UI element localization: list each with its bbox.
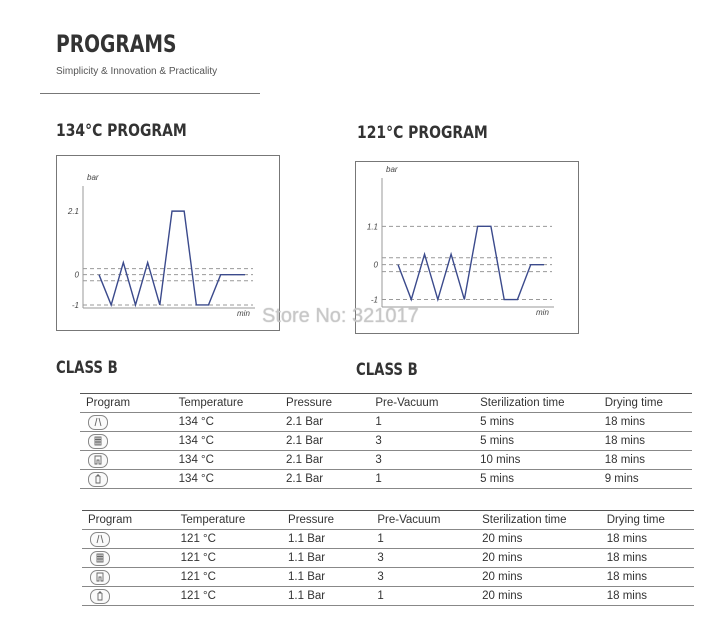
textile-pack-icon: [88, 453, 108, 468]
table-cell: 2.1 Bar: [280, 451, 369, 470]
table-cell: 2.1 Bar: [280, 432, 369, 451]
table-cell: 1.1 Bar: [282, 549, 371, 568]
program-cell: [82, 549, 175, 568]
table-cell: 1: [369, 470, 474, 489]
program-cell: [80, 470, 173, 489]
column-header: Pressure: [282, 511, 371, 530]
x-axis-label: min: [536, 308, 549, 317]
pressure-series-line: [398, 226, 544, 299]
table-cell: 2.1 Bar: [280, 413, 369, 432]
table-header-row: [82, 511, 694, 530]
table-row: [82, 530, 694, 549]
table-cell: 20 mins: [476, 568, 601, 587]
y-tick-label: 1.1: [366, 222, 378, 232]
table-cell: 18 mins: [601, 568, 694, 587]
class-title-134: CLASS B: [56, 358, 118, 378]
table-cell: 10 mins: [474, 451, 599, 470]
table-header-row: [80, 394, 692, 413]
table-cell: 134 °C: [173, 432, 280, 451]
table-cell: 121 °C: [175, 549, 282, 568]
table-row: [82, 568, 694, 587]
glassware-icon: [88, 415, 108, 430]
table-cell: 18 mins: [599, 432, 692, 451]
table-cell: 1: [371, 530, 476, 549]
table-cell: 134 °C: [173, 413, 280, 432]
spec-table-121: [82, 510, 694, 606]
program-cell: [82, 587, 175, 606]
table-cell: 3: [369, 451, 474, 470]
program-title-134: 134°C PROGRAM: [56, 121, 187, 141]
spec-table-134: [80, 393, 692, 489]
table-cell: 5 mins: [474, 413, 599, 432]
column-header: Program: [82, 511, 175, 530]
class-title-121: CLASS B: [356, 360, 418, 380]
table-cell: 121 °C: [175, 530, 282, 549]
table-cell: 3: [369, 432, 474, 451]
table-row: [80, 432, 692, 451]
program-cell: [82, 568, 175, 587]
table-cell: 18 mins: [601, 530, 694, 549]
y-axis-label: bar: [87, 173, 99, 182]
table-cell: 18 mins: [601, 587, 694, 606]
table-row: [80, 470, 692, 489]
y-tick-label: 0: [74, 270, 79, 280]
program-cell: [80, 432, 173, 451]
column-header: Sterilization time: [474, 394, 599, 413]
table-cell: 3: [371, 549, 476, 568]
table-cell: 134 °C: [173, 451, 280, 470]
page-subtitle: Simplicity & Innovation & Practicality: [56, 66, 218, 77]
column-header: Sterilization time: [476, 511, 601, 530]
x-axis-label: min: [237, 309, 250, 318]
table-cell: 20 mins: [476, 587, 601, 606]
column-header: Drying time: [599, 394, 692, 413]
table-cell: 18 mins: [601, 549, 694, 568]
jar-icon: [88, 472, 108, 487]
table-cell: 9 mins: [599, 470, 692, 489]
table-cell: 18 mins: [599, 413, 692, 432]
column-header: Pressure: [280, 394, 369, 413]
chart-134-svg: [57, 156, 279, 330]
column-header: Pre-Vacuum: [369, 394, 474, 413]
column-header: Program: [80, 394, 173, 413]
column-header: Pre-Vacuum: [371, 511, 476, 530]
y-tick-label: -1: [71, 300, 79, 310]
textile-pack-icon: [90, 570, 110, 585]
table-cell: 134 °C: [173, 470, 280, 489]
table-row: [80, 451, 692, 470]
table-cell: 121 °C: [175, 568, 282, 587]
watermark: Store No: 321017: [262, 305, 419, 327]
program-cell: [82, 530, 175, 549]
program-cell: [80, 451, 173, 470]
page-title: PROGRAMS: [56, 30, 177, 58]
table-cell: 1: [369, 413, 474, 432]
table-cell: 121 °C: [175, 587, 282, 606]
y-tick-label: 0: [373, 260, 378, 270]
pressure-series-line: [99, 211, 245, 305]
program-cell: [80, 413, 173, 432]
table-cell: 18 mins: [599, 451, 692, 470]
y-axis-label: bar: [386, 165, 398, 174]
table-cell: 1.1 Bar: [282, 587, 371, 606]
table-cell: 1: [371, 587, 476, 606]
table-row: [82, 549, 694, 568]
y-tick-label: 2.1: [67, 207, 79, 217]
program-title-121: 121°C PROGRAM: [357, 123, 488, 143]
table-cell: 3: [371, 568, 476, 587]
table-row: [82, 587, 694, 606]
table-cell: 5 mins: [474, 432, 599, 451]
table-cell: 2.1 Bar: [280, 470, 369, 489]
grid-instrument-icon: [90, 551, 110, 566]
column-header: Temperature: [173, 394, 280, 413]
column-header: Drying time: [601, 511, 694, 530]
table-cell: 20 mins: [476, 549, 601, 568]
table-cell: 5 mins: [474, 470, 599, 489]
header-divider: [40, 93, 260, 94]
jar-icon: [90, 589, 110, 604]
column-header: Temperature: [175, 511, 282, 530]
glassware-icon: [90, 532, 110, 547]
chart-134: [56, 155, 280, 331]
y-tick-label: -1: [370, 295, 378, 305]
table-row: [80, 413, 692, 432]
grid-instrument-icon: [88, 434, 108, 449]
table-cell: 1.1 Bar: [282, 530, 371, 549]
table-cell: 1.1 Bar: [282, 568, 371, 587]
table-cell: 20 mins: [476, 530, 601, 549]
